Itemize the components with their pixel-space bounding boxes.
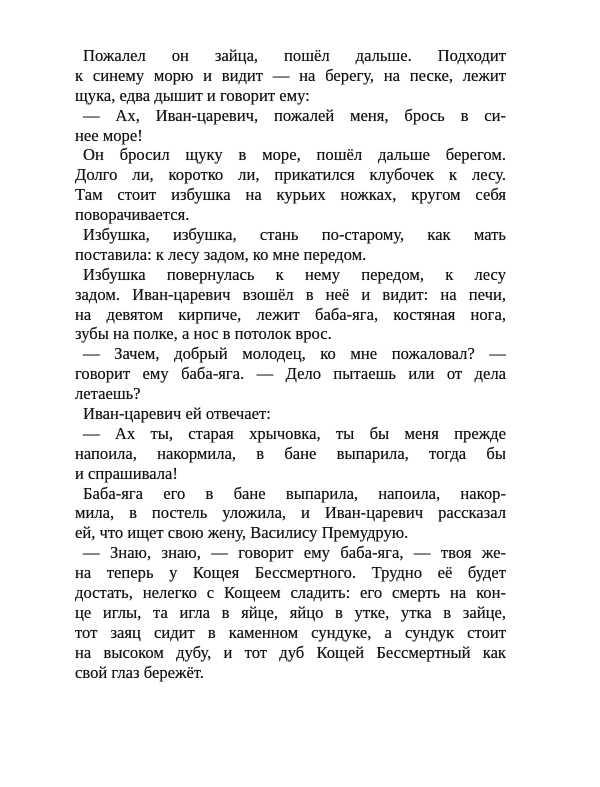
text-line: зубы на полке, а нос в потолок врос. — [75, 324, 332, 344]
text-line: к синему морю и видит — на берегу, на песке, лежит — [75, 65, 506, 85]
text-line: поставила: к лесу задом, ко мне передом. — [75, 244, 367, 264]
text-line: на высоком дубу, и тот дуб Кощей Бессмертный как — [75, 642, 506, 662]
text-line: нее море! — [75, 125, 143, 145]
text-line: поворачивается. — [75, 205, 190, 225]
text-line: ей, что ищет свою жену, Василису Премудрую. — [75, 523, 409, 543]
text-line: летаешь? — [75, 384, 141, 404]
text-line: Иван-царевич ей отвечает: — [83, 404, 271, 424]
text-line: достать, нелегко с Кощеем сладить: его смерть на кон- — [75, 583, 506, 603]
text-line: щука, едва дышит и говорит ему: — [75, 85, 310, 105]
text-line: на девятом кирпиче, лежит баба-яга, костяная нога, — [75, 304, 506, 324]
text-line: Долго ли, коротко ли, прикатился клубочек к лесу. — [75, 165, 506, 185]
text-line: це иглы, та игла в яйце, яйцо в утке, утка в зайце, — [75, 602, 506, 622]
text-line: Там стоит избушка на курьих ножках, кругом себя — [75, 185, 506, 205]
text-line: — Зачем, добрый молодец, ко мне пожаловал? — — [83, 344, 506, 364]
text-line: свой глаз бережёт. — [75, 662, 204, 682]
text-line: — Знаю, знаю, — говорит ему баба-яга, — твоя же- — [83, 543, 506, 563]
text-line: Баба-яга его в бане выпарила, напоила, накор- — [83, 483, 506, 503]
text-line: — Ах, Иван-царевич, пожалей меня, брось в си- — [83, 105, 506, 125]
text-line: Он бросил щуку в море, пошёл дальше берегом. — [83, 145, 506, 165]
text-line: Пожалел он зайца, пошёл дальше. Подходит — [83, 46, 506, 65]
book-page-text — [75, 46, 506, 683]
text-line: — Ах ты, старая хрычовка, ты бы меня прежде — [83, 423, 506, 443]
text-line: и спрашивала! — [75, 463, 178, 483]
text-line: мила, в постель уложила, и Иван-царевич рассказал — [75, 503, 506, 523]
text-line: тот заяц сидит в каменном сундуке, а сундук стоит — [75, 622, 506, 642]
text-line: напоила, накормила, в бане выпарила, тогда бы — [75, 443, 506, 463]
text-line: задом. Иван-царевич взошёл в неё и видит: на печи, — [75, 284, 506, 304]
text-line: Избушка повернулась к нему передом, к лесу — [83, 264, 506, 284]
text-line: Избушка, избушка, стань по-старому, как мать — [83, 225, 506, 245]
text-line: говорит ему баба-яга. — Дело пытаешь или от дела — [75, 364, 506, 384]
text-line: на теперь у Кощея Бессмертного. Трудно её будет — [75, 563, 506, 583]
